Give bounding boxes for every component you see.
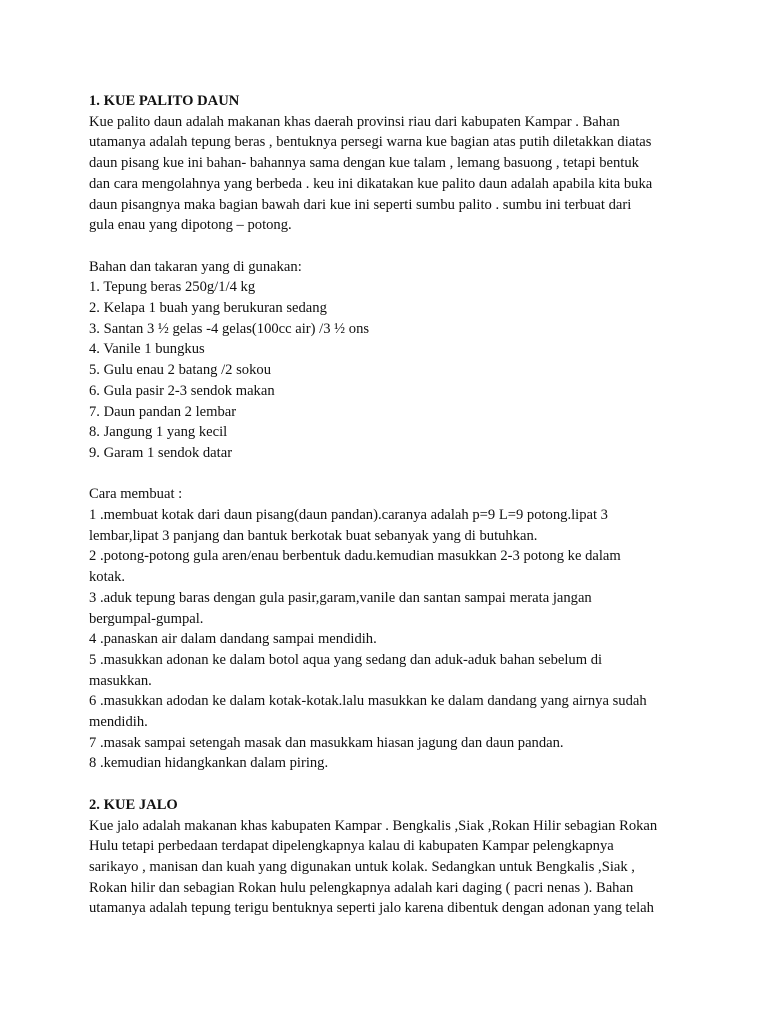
paragraph-line: Rokan hilir dan sebagian Rokan hulu pelengkapnya adalah kari daging ( pacri nenas ). Bahan — [89, 879, 634, 896]
list-item: 4. Vanile 1 bungkus — [89, 341, 205, 358]
paragraph-line: sarikayo , manisan dan kuah yang digunakan untuk kolak. Sedangkan untuk Bengkalis ,Siak , — [89, 858, 635, 875]
blank-line — [89, 774, 689, 795]
method-line: 8 .kemudian hidangkankan dalam piring. — [89, 755, 329, 772]
paragraph-line: utamanya adalah tepung beras , bentuknya persegi warna kue bagian atas putih diletakkan diatas — [89, 134, 652, 151]
blank-line — [89, 236, 689, 257]
list-item: 8. Jangung 1 yang kecil — [89, 424, 228, 441]
method-line: mendidih. — [89, 714, 148, 731]
method-line: masukkan. — [89, 672, 152, 689]
paragraph-line: Kue palito daun adalah makanan khas daerah provinsi riau dari kabupaten Kampar . Bahan — [89, 113, 620, 130]
section-1-intro — [89, 112, 689, 236]
method-line: 7 .masak sampai setengah masak dan masukkam hiasan jagung dan daun pandan. — [89, 734, 564, 751]
ingredients-title: Bahan dan takaran yang di gunakan: — [89, 258, 302, 275]
paragraph-line: daun pisang kue ini bahan- bahannya sama dengan kue talam , lemang basuong , tetapi bentuk — [89, 155, 639, 172]
paragraph-line: daun pisangnya maka bagian bawah dari kue ini seperti sumbu palito . sumbu ini terbuat dari — [89, 196, 632, 213]
method-line: 4 .panaskan air dalam dandang sampai mendidih. — [89, 631, 377, 648]
section-2-heading: 2. KUE JALO — [89, 796, 178, 813]
ingredients-list — [89, 277, 689, 463]
paragraph-line: Kue jalo adalah makanan khas kabupaten Kampar . Bengkalis ,Siak ,Rokan Hilir sebagian Rokan — [89, 817, 658, 834]
method-title: Cara membuat : — [89, 486, 183, 503]
section-2-intro — [89, 816, 689, 920]
paragraph-line: Hulu tetapi perbedaan terdapat dipelengkapnya kalau di kabupaten Kampar pelengkapnya — [89, 838, 614, 855]
method-line: lembar,lipat 3 panjang dan bantuk berkotak buat sebanyak yang di butuhkan. — [89, 527, 538, 544]
method-line: bergumpal-gumpal. — [89, 610, 204, 627]
list-item: 1. Tepung beras 250g/1/4 kg — [89, 279, 256, 296]
paragraph-line: gula enau yang dipotong – potong. — [89, 217, 292, 234]
section-1-heading: 1. KUE PALITO DAUN — [89, 93, 240, 109]
paragraph-line: utamanya adalah tepung terigu bentuknya seperti jalo karena dibentuk dengan adonan yang telah — [89, 900, 654, 917]
method-line: 1 .membuat kotak dari daun pisang(daun pandan).caranya adalah p=9 L=9 potong.lipat 3 — [89, 507, 608, 524]
method-line: 2 .potong-potong gula aren/enau berbentuk dadu.kemudian masukkan 2-3 potong ke dalam — [89, 548, 621, 565]
paragraph-line: dan cara mengolahnya yang berbeda . keu ini dikatakan kue palito daun adalah apabila kita buka — [89, 175, 653, 192]
list-item: 7. Daun pandan 2 lembar — [89, 403, 237, 420]
list-item: 9. Garam 1 sendok datar — [89, 444, 233, 461]
method-line: kotak. — [89, 569, 126, 586]
blank-line — [89, 464, 689, 485]
document-page — [89, 91, 689, 919]
method-line: 6 .masukkan adodan ke dalam kotak-kotak.lalu masukkan ke dalam dandang yang airnya sudah — [89, 693, 647, 710]
method-line: 5 .masukkan adonan ke dalam botol aqua yang sedang dan aduk-aduk bahan sebelum di — [89, 651, 603, 668]
method-line: 3 .aduk tepung baras dengan gula pasir,garam,vanile dan santan sampai merata jangan — [89, 589, 592, 606]
list-item: 2. Kelapa 1 buah yang berukuran sedang — [89, 300, 327, 317]
list-item: 5. Gulu enau 2 batang /2 sokou — [89, 362, 271, 379]
list-item: 3. Santan 3 ½ gelas -4 gelas(100cc air) /3 ½ ons — [89, 320, 370, 337]
method-list — [89, 505, 689, 774]
list-item: 6. Gula pasir 2-3 sendok makan — [89, 382, 275, 399]
